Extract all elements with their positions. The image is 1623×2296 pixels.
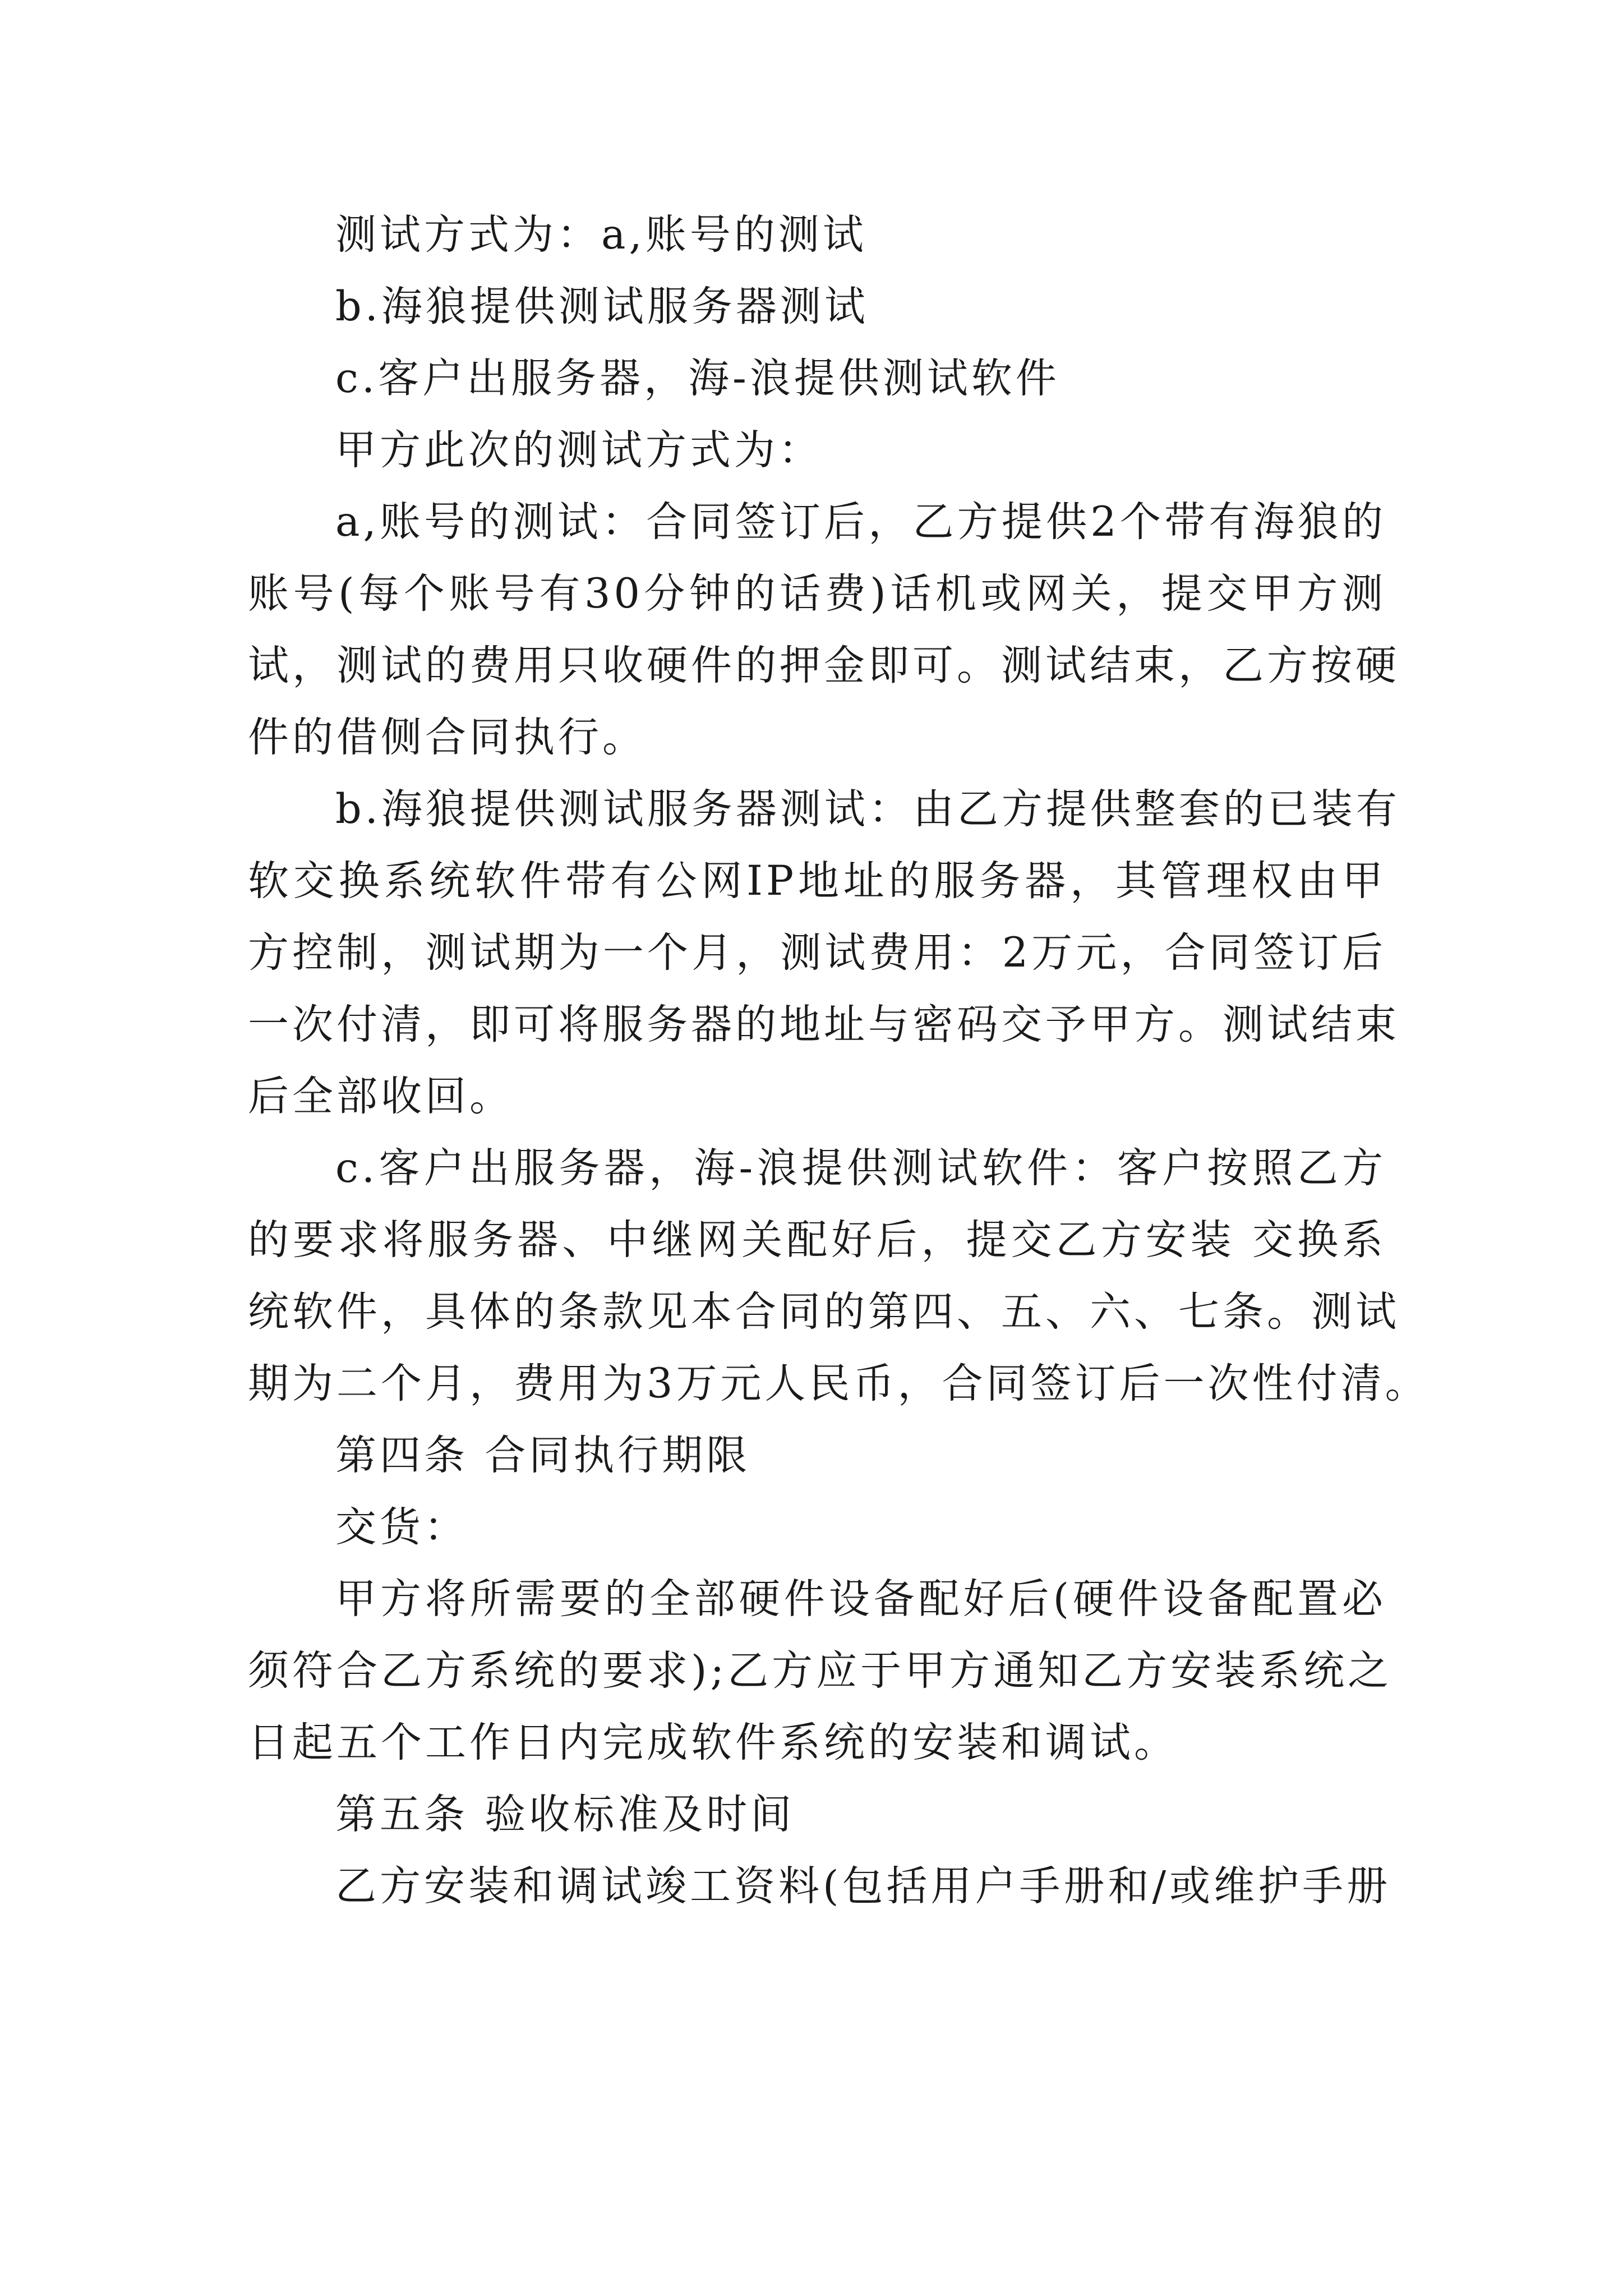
article-4-title: 第四条 合同执行期限 — [335, 1432, 751, 1479]
paragraph-line: 方控制，测试期为一个月，测试费用：2万元，合同签订后 — [248, 929, 1386, 977]
paragraph-line: 统软件，具体的条款见本合同的第四、五、六、七条。测试 — [248, 1288, 1400, 1336]
paragraph-delivery — [248, 1563, 1393, 1779]
paragraph-line: 软交换系统软件带有公网IP地址的服务器，其管理权由甲 — [248, 857, 1386, 905]
chosen-method-heading: 甲方此次的测试方式为： — [335, 426, 823, 474]
paragraph-line: 一次付清，即可将服务器的地址与密码交予甲方。测试结束 — [248, 1001, 1400, 1048]
paragraph-line: 后全部收回。 — [248, 1073, 514, 1120]
paragraph-line: 日起五个工作日内完成软件系统的安装和调试。 — [248, 1719, 1178, 1766]
paragraph-line: 甲方将所需要的全部硬件设备配好后(硬件设备配置必 — [335, 1575, 1386, 1623]
paragraph-line: 件的借侧合同执行。 — [248, 714, 647, 761]
paragraph-line: b.海狼提供测试服务器测试：由乙方提供整套的已装有 — [335, 785, 1400, 833]
test-method-c: c.客户出服务器，海-浪提供测试软件 — [335, 355, 1060, 402]
paragraph-account-test — [248, 486, 1400, 774]
paragraph-line: 账号(每个账号有30分钟的话费)话机或网关，提交甲方测 — [248, 570, 1386, 618]
paragraph-line: a,账号的测试：合同签订后，乙方提供2个带有海狼的 — [335, 498, 1386, 546]
test-methods-intro: 测试方式为：a,账号的测试 — [335, 211, 867, 259]
paragraph-line: 须符合乙方系统的要求);乙方应于甲方通知乙方安装系统之 — [248, 1647, 1393, 1695]
article-5-title: 第五条 验收标准及时间 — [335, 1791, 795, 1838]
document-body — [248, 199, 1430, 1922]
paragraph-line: 试，测试的费用只收硬件的押金即可。测试结束，乙方按硬 — [248, 642, 1400, 689]
paragraph-line: 期为二个月，费用为3万元人民币，合同签订后一次性付清。 — [248, 1360, 1430, 1407]
acceptance-paragraph-start: 乙方安装和调试竣工资料(包括用户手册和/或维护手册 — [335, 1862, 1391, 1910]
test-method-b: b.海狼提供测试服务器测试 — [335, 283, 869, 330]
delivery-label: 交货： — [335, 1503, 468, 1551]
paragraph-client-server — [248, 1133, 1430, 1420]
paragraph-line: 的要求将服务器、中继网关配好后，提交乙方安装 交换系 — [248, 1216, 1386, 1264]
paragraph-server-test — [248, 774, 1400, 1133]
paragraph-line: c.客户出服务器，海-浪提供测试软件：客户按照乙方 — [335, 1144, 1386, 1192]
